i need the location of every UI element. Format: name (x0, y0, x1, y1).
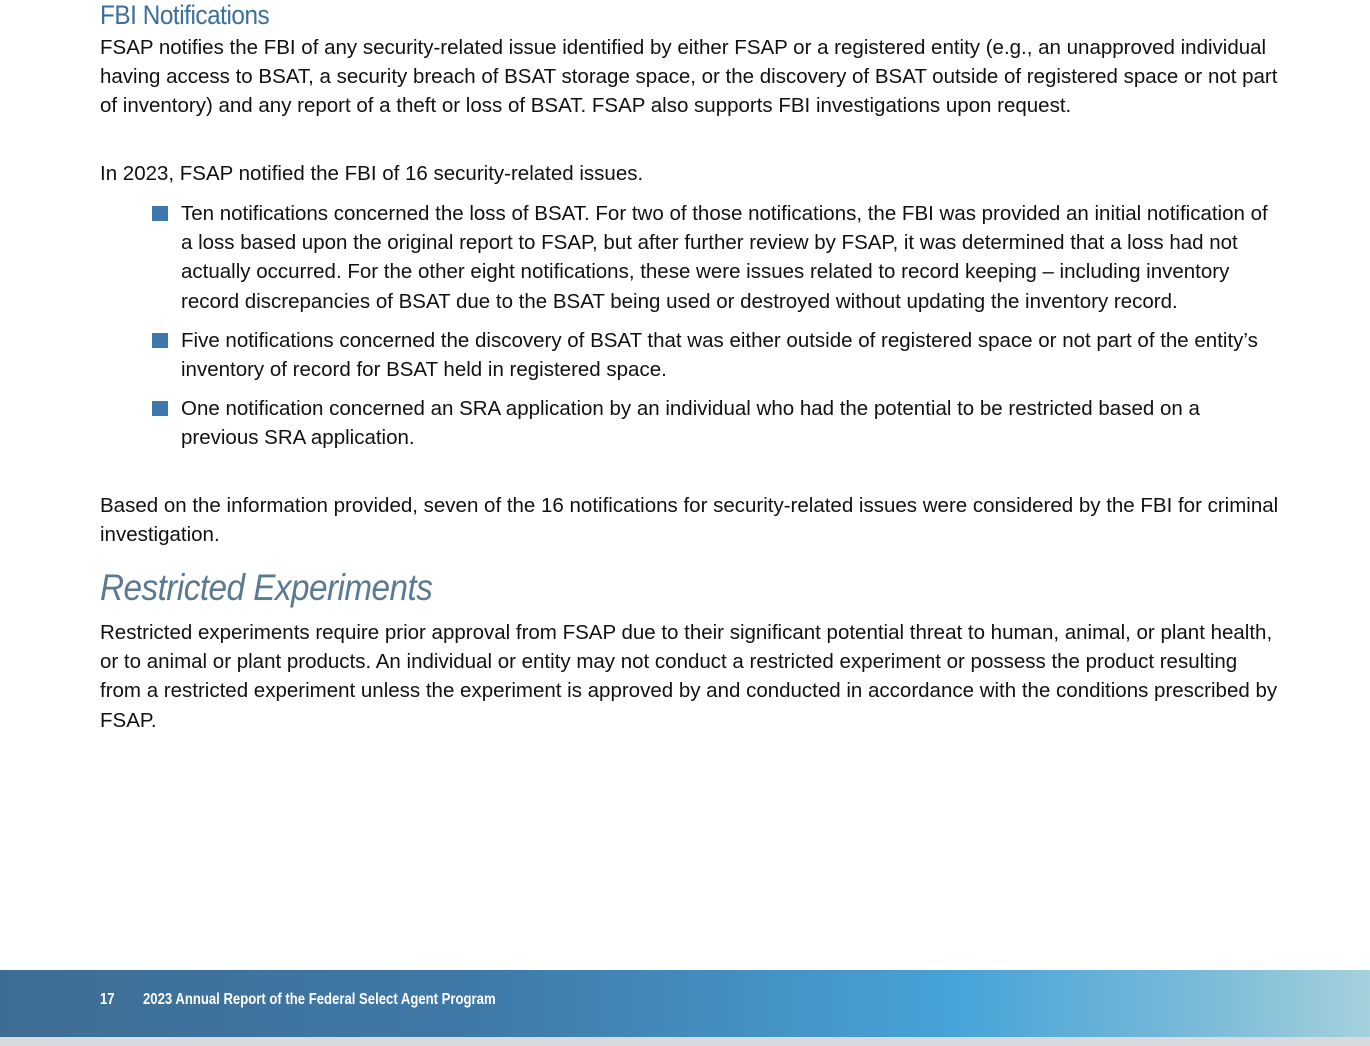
fbi-count-paragraph: In 2023, FSAP notified the FBI of 16 security-related issues. (100, 162, 644, 185)
list-item (152, 199, 1282, 316)
list-item (152, 394, 1282, 452)
fbi-intro-paragraph: FSAP notifies the FBI of any security-related issue identified by either FSAP or a registered entity (e.g., an unapproved individual having access to BSAT, a security breach of BSAT storage space, or the discovery of BSAT outside of registered space or not part of inventory) and any report of a theft or loss of BSAT. FSAP also supports FBI investigations upon request. (100, 36, 1278, 118)
bullet-text: Five notifications concerned the discovery of BSAT that was either outside of registered space or not part of the entity’s inventory of record for BSAT held in registered space. (181, 328, 1258, 382)
notification-bullet-list (152, 199, 1282, 463)
report-title: 2023 Annual Report of the Federal Select Agent Program (143, 991, 496, 1008)
bullet-square-icon (152, 206, 168, 221)
page-footer (0, 970, 1370, 1037)
bullet-square-icon (152, 401, 168, 416)
restricted-experiments-paragraph: Restricted experiments require prior approval from FSAP due to their significant potential threat to human, animal, or plant health, or to animal or plant products. An individual or entity may not conduct a restricted experiment or possess the product resulting from a restricted experiment unless the experiment is approved by and conducted in accordance with the conditions prescribed by FSAP. (100, 621, 1278, 732)
list-item (152, 326, 1282, 384)
bottom-divider (0, 1037, 1370, 1046)
bullet-text: Ten notifications concerned the loss of BSAT. For two of those notifications, the FBI was provided an initial notification of a loss based upon the original report to FSAP, but after further review by FSAP, it was determined that a loss had not actually occurred. For the other eight notifications, these were issues related to record keeping – including inventory record discrepancies of BSAT due to the BSAT being used or destroyed without updating the inventory record. (181, 202, 1268, 313)
bullet-text: One notification concerned an SRA application by an individual who had the potential to be restricted based on a previous SRA application. (181, 397, 1200, 450)
section-heading-restricted-experiments: Restricted Experiments (100, 567, 433, 608)
page-number: 17 (100, 991, 115, 1008)
section-heading-fbi-notifications: FBI Notifications (100, 0, 270, 30)
fbi-investigation-paragraph: Based on the information provided, seven of the 16 notifications for security-related issues were considered by the FBI for criminal investigation. (100, 494, 1279, 547)
bullet-square-icon (152, 333, 168, 348)
